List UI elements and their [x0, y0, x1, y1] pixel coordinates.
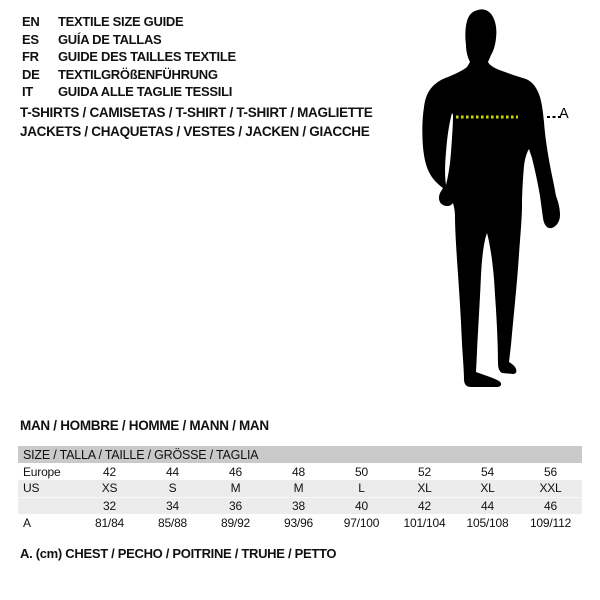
size-cell: 44 — [481, 498, 494, 513]
size-cell: 97/100 — [343, 515, 380, 530]
size-table-header: SIZE / TALLA / TAILLE / GRÖSSE / TAGLIA — [23, 447, 259, 462]
language-row-it — [22, 83, 236, 101]
size-cell: 54 — [481, 464, 494, 479]
size-cell: XL — [456, 480, 519, 497]
size-cell: L — [330, 480, 393, 497]
language-label: GUIDE DES TAILLES TEXTILE — [58, 49, 236, 65]
language-row-es — [22, 31, 236, 49]
language-row-fr — [22, 48, 236, 66]
size-cell: 101/104 — [403, 515, 446, 530]
table-row-numeric — [18, 497, 582, 514]
row-label: A — [23, 515, 31, 530]
size-cell: M — [204, 480, 267, 497]
language-guide-list — [22, 13, 236, 101]
size-cell: 42 — [418, 498, 431, 513]
size-cell: 93/96 — [283, 515, 314, 530]
size-cell: 42 — [103, 464, 116, 479]
size-cell: 32 — [103, 498, 116, 513]
size-cell: 50 — [355, 464, 368, 479]
size-cell: XS — [78, 480, 141, 497]
language-row-de — [22, 66, 236, 84]
language-code: ES — [22, 31, 39, 47]
man-silhouette-svg — [410, 0, 600, 400]
size-cell: S — [141, 480, 204, 497]
chest-marker-label: A — [559, 106, 569, 122]
language-label: TEXTILGRÖßENFÜHRUNG — [58, 66, 218, 82]
size-cell: 38 — [292, 498, 305, 513]
language-label: GUIDA ALLE TAGLIE TESSILI — [58, 84, 233, 100]
category-line-tshirts: T-SHIRTS / CAMISETAS / T-SHIRT / T-SHIRT / MAGLIETTE — [20, 105, 373, 120]
size-cell: XL — [393, 480, 456, 497]
row-label: US — [18, 480, 78, 497]
language-code: FR — [22, 49, 39, 65]
table-row-europe — [18, 463, 582, 480]
size-cell: 46 — [544, 498, 557, 513]
table-row-chest-cm — [18, 514, 582, 531]
table-row-us — [18, 480, 582, 497]
size-cell: 34 — [166, 498, 179, 513]
size-table — [18, 446, 582, 531]
size-cell: 89/92 — [220, 515, 251, 530]
size-cell: 56 — [544, 464, 557, 479]
man-silhouette-figure — [410, 0, 600, 400]
size-cell: XXL — [519, 480, 582, 497]
size-cell: 44 — [166, 464, 179, 479]
size-cell: 36 — [229, 498, 242, 513]
size-cell: 109/112 — [529, 515, 572, 530]
man-silhouette-shape — [422, 9, 560, 387]
row-label — [18, 497, 78, 514]
chest-footnote: A. (cm) CHEST / PECHO / POITRINE / TRUHE / PETTO — [20, 546, 337, 561]
category-line-jackets: JACKETS / CHAQUETAS / VESTES / JACKEN / GIACCHE — [20, 124, 370, 139]
size-cell: 40 — [355, 498, 368, 513]
garment-categories — [20, 103, 372, 141]
size-cell: 48 — [292, 464, 305, 479]
size-table-header-row — [18, 446, 582, 463]
section-title-man: MAN / HOMBRE / HOMME / MANN / MAN — [20, 418, 269, 433]
size-cell: 46 — [229, 464, 242, 479]
size-cell: 85/88 — [157, 515, 188, 530]
row-label: Europe — [23, 464, 61, 479]
size-cell: 52 — [418, 464, 431, 479]
size-cell: 81/84 — [94, 515, 125, 530]
language-code: EN — [22, 14, 40, 30]
language-row-en — [22, 13, 236, 31]
language-label: GUÍA DE TALLAS — [58, 31, 162, 47]
language-code: DE — [22, 66, 40, 82]
language-label: TEXTILE SIZE GUIDE — [58, 14, 184, 30]
size-cell: 105/108 — [466, 515, 509, 530]
size-cell: M — [267, 480, 330, 497]
language-code: IT — [22, 84, 33, 100]
